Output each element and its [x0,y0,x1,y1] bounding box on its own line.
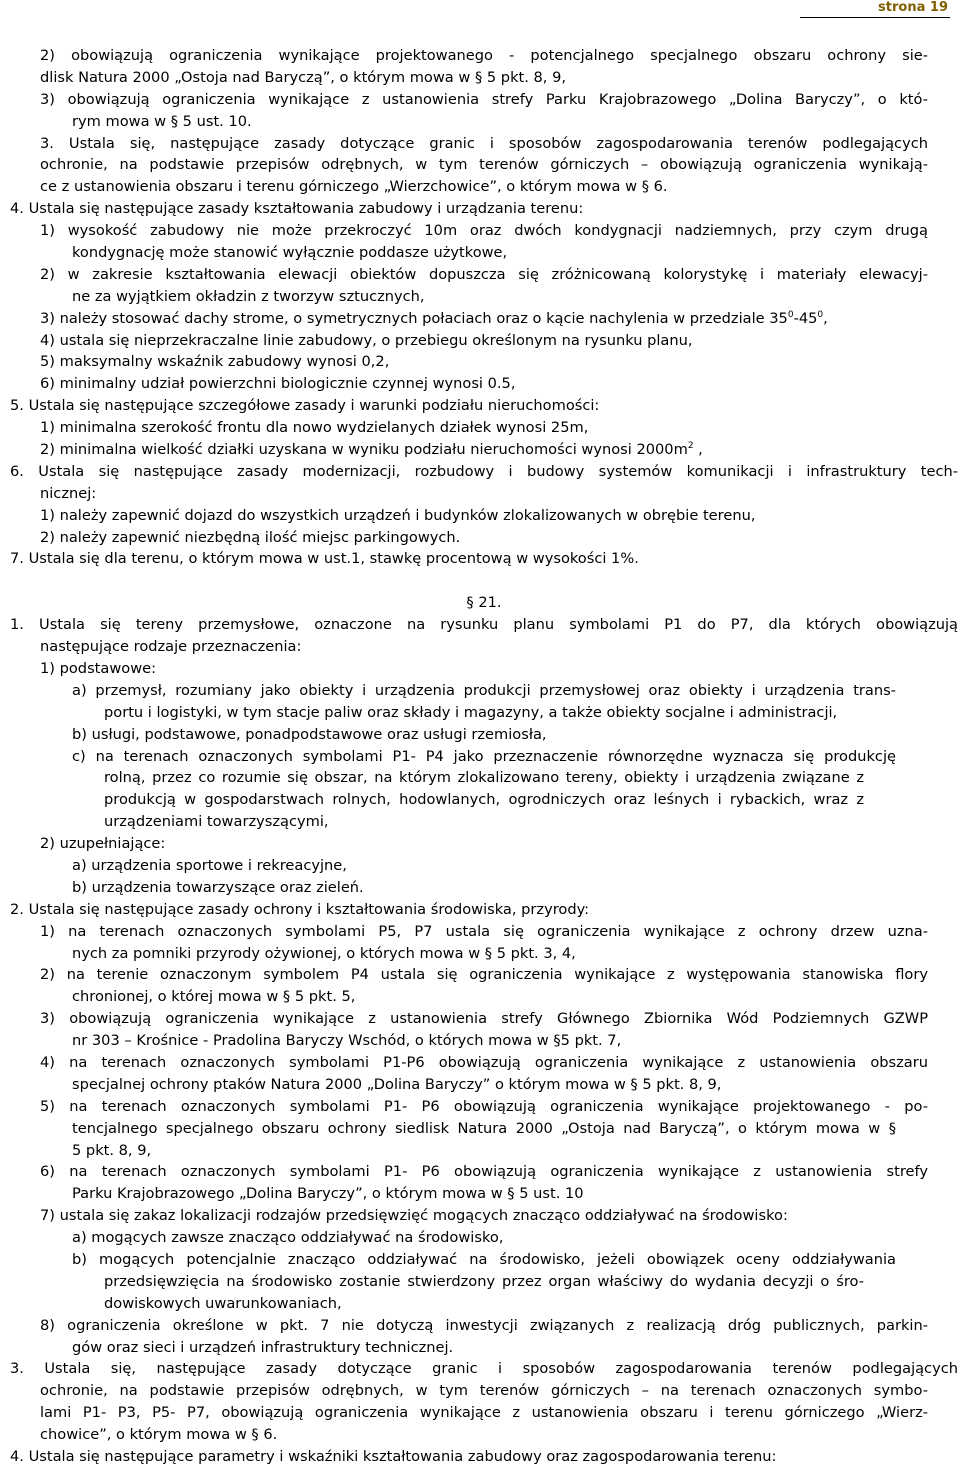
text-line [10,439,928,461]
text-line [10,548,958,570]
line-text: 3) obowiązują ograniczenia wynikające z ustanowienia strefy Parku Krajobrazowego „Dolina Baryczy”, o któ- [40,90,928,108]
line-text: a) mogących zawsze znacząco oddziaływać na środowisko, [72,1229,504,1247]
text-line [10,264,928,286]
text-line [10,899,958,921]
text-line [10,724,896,746]
line-text: 8) ograniczenia określone w pkt. 7 nie dotyczą inwestycji związanych z realizacją dróg publicznych, parkin- [40,1316,928,1334]
line-text: Parku Krajobrazowego „Dolina Baryczy”, o którym mowa w § 5 ust. 10 [72,1185,584,1203]
line-text: 3) obowiązują ograniczenia wynikające z ustanowienia strefy Głównego Zbiornika Wód Podziemnych GZWP [40,1010,928,1028]
line-text: 7) ustala się zakaz lokalizacji rodzajów przedsięwzięć mogących znacząco oddziaływać na środowisko: [40,1207,788,1225]
line-text: 1) należy zapewnić dojazd do wszystkich urządzeń i budynków zlokalizowanych w obrębie terenu, [40,506,756,524]
text-line [10,614,958,636]
text-line [10,1315,928,1337]
line-text: 2) obowiązują ograniczenia wynikające projektowanego - potencjalnego specjalnego obszaru ochrony sie- [40,47,928,64]
line-text: 7. Ustala się dla terenu, o którym mowa w ust.1, stawkę procentową w wysokości 1%. [10,550,639,568]
line-text: 2) uzupełniające: [40,835,166,853]
text-line [10,220,928,242]
line-text: 5) maksymalny wskaźnik zabudowy wynosi 0,2, [40,353,390,371]
text-line [10,417,928,439]
text-line [10,1052,928,1074]
superscript: 2 [687,441,694,452]
text-line [10,921,928,943]
line-text: portu i logistyki, w tym stacje paliw oraz składy i magazyny, a także obiekty socjalne i administracji, [104,703,838,721]
text-line [10,767,864,789]
text-line [10,176,928,198]
text-line [10,1140,896,1162]
line-text: b) urządzenia towarzyszące oraz zieleń. [72,878,364,896]
line-text: kondygnację może stanowić wyłącznie poddasze użytkowe, [72,244,508,262]
line-text: gów oraz sieci i urządzeń infrastruktury technicznej. [72,1338,454,1356]
text-line [10,1446,958,1468]
text-line [10,242,896,264]
line-text: 2) minimalna wielkość działki uzyskana w wyniku podziału nieruchomości wynosi 2000m [40,441,688,459]
line-text: produkcją w gospodarstwach rolnych, hodowlanych, ogrodniczych oraz leśnych i rybackich, wraz z [104,791,864,809]
text-line [10,1380,928,1402]
text-line [10,67,928,89]
text-line [10,1424,928,1446]
line-text: 1. Ustala się tereny przemysłowe, oznaczone na rysunku planu symbolami P1 do P7, dla których obowiązują [10,616,958,634]
line-text: urządzeniami towarzyszącymi, [104,813,329,831]
line-text: 4) na terenach oznaczonych symbolami P1-P6 obowiązują ograniczenia wynikające z ustanowienia obszaru [40,1053,928,1071]
line-text: nr 303 – Krośnice - Pradolina Baryczy Wschód, o których mowa w §5 pkt. 7, [72,1032,622,1050]
text-line [10,1227,896,1249]
header-rule [800,17,950,18]
text-line [10,330,928,352]
superscript: 0 [787,309,794,320]
blank-line [10,570,958,592]
line-text: 1) minimalna szerokość frontu dla nowo wydzielanych działek wynosi 25m, [40,419,589,437]
page-header [0,0,960,20]
text-line [10,877,896,899]
text-line [10,789,864,811]
text-line [10,1293,864,1315]
line-text: 5) na terenach oznaczonych symbolami P1- P6 obowiązują ograniczenia wynikające projektowanego - po- [40,1097,928,1115]
line-text: rolną, przez co rozumie się obszar, na którym zlokalizowano tereny, obiekty i urządzenia związane z [104,769,864,787]
line-text: § 21. [466,594,502,612]
text-line [10,636,928,658]
text-line [10,1337,896,1359]
line-text: 4. Ustala się następujące parametry i wskaźniki kształtowania zabudowy oraz zagospodarowania terenu: [10,1448,777,1465]
line-text: tencjalnego specjalnego obszaru ochrony siedlisk Natura 2000 „Ostoja nad Baryczą”, o którym mowa w § [72,1119,896,1137]
text-line [10,45,928,67]
text-line [10,373,928,395]
line-text: 2) należy zapewnić niezbędną ilość miejsc parkingowych. [40,528,461,546]
section-heading [10,592,958,614]
line-text: -45 [793,309,818,327]
text-line [10,1096,928,1118]
line-text: chronionej, o której mowa w § 5 pkt. 5, [72,988,356,1006]
line-text: nych za pomniki przyrody ożywionej, o których mowa w § 5 pkt. 3, 4, [72,944,576,962]
text-line [10,351,928,373]
line-text: 6) na terenach oznaczonych symbolami P1- P6 obowiązują ograniczenia wynikające z ustanowienia strefy [40,1163,928,1181]
text-line [10,1008,928,1030]
line-text: 3. Ustala się, następujące zasady dotyczące granic i sposobów zagospodarowania terenów podlegających [40,134,928,152]
text-line [10,1358,958,1380]
text-line [10,461,958,483]
text-line [10,1118,896,1140]
line-text: 4. Ustala się następujące zasady kształtowania zabudowy i urządzania terenu: [10,200,584,218]
text-line [10,198,958,220]
line-text: przedsięwzięcia na środowisko zostanie stwierdzony przez organ właściwy do wydania decyzji o śro- [104,1272,864,1290]
line-text: 1) wysokość zabudowy nie może przekroczyć 10m oraz dwóch kondygnacji nadziemnych, przy czym drugą [40,222,928,240]
line-text: 3) należy stosować dachy strome, o symetrycznych połaciach oraz o kącie nachylenia w przedziale 35 [40,309,788,327]
line-text: 2. Ustala się następujące zasady ochrony i kształtowania środowiska, przyrody: [10,900,590,918]
line-text: a) przemysł, rozumiany jako obiekty i urządzenia produkcji przemysłowej oraz obiekty i urządzenia trans- [72,681,896,699]
text-line [10,395,958,417]
line-text: 6. Ustala się następujące zasady modernizacji, rozbudowy i budowy systemów komunikacji i infrastruktury tech- [10,462,958,480]
line-text: 6) minimalny udział powierzchni biologicznie czynnej wynosi 0.5, [40,375,516,393]
text-line [10,943,896,965]
text-line [10,1161,928,1183]
line-text: ochronie, na podstawie przepisów odrębnych, w tym terenów górniczych – na terenach oznaczonych symbo- [40,1382,928,1400]
text-line [10,133,928,155]
line-text: , [823,309,828,327]
text-line [10,658,928,680]
text-line [10,1074,896,1096]
line-text: następujące rodzaje przeznaczenia: [40,638,302,656]
text-line [10,527,928,549]
text-line [10,680,896,702]
text-line [10,89,928,111]
text-line [10,154,928,176]
line-text: 1) podstawowe: [40,659,157,677]
text-line [10,308,928,330]
line-text: nicznej: [40,484,97,502]
document-body [10,45,958,1468]
text-line [10,1183,896,1205]
line-text: ne za wyjątkiem okładzin z tworzyw sztucznych, [72,287,425,305]
line-text: chowice”, o którym mowa w § 6. [40,1426,278,1444]
line-text: 1) na terenach oznaczonych symbolami P5, P7 ustala się ograniczenia wynikające z ochrony drzew uzna- [40,922,928,940]
line-text: specjalnej ochrony ptaków Natura 2000 „Dolina Baryczy” o którym mowa w § 5 pkt. 8, 9, [72,1075,722,1093]
line-text: b) usługi, podstawowe, ponadpodstawowe oraz usługi rzemiosła, [72,725,547,743]
text-line [10,505,928,527]
text-line [10,1205,928,1227]
page-number: strona 19 [878,0,948,15]
text-line [10,811,864,833]
line-text: dowiskowych uwarunkowaniach, [104,1294,342,1312]
line-text: 3. Ustala się, następujące zasady dotyczące granic i sposobów zagospodarowania terenów podlegających [10,1360,958,1378]
line-text: lami P1- P3, P5- P7, obowiązują ograniczenia wynikające z ustanowienia obszaru i terenu górniczego „Wierz- [40,1404,928,1422]
text-line [10,1271,864,1293]
line-text: , [693,441,703,459]
line-text: a) urządzenia sportowe i rekreacyjne, [72,856,347,874]
text-line [10,746,896,768]
text-line [10,702,864,724]
text-line [10,833,928,855]
text-line [10,855,896,877]
line-text: 5 pkt. 8, 9, [72,1141,152,1159]
text-line [10,986,896,1008]
text-line [10,1249,896,1271]
text-line [10,483,928,505]
text-line [10,1402,928,1424]
line-text: ochronie, na podstawie przepisów odrębnych, w tym terenów górniczych – obowiązują ograniczenia wynikają- [40,156,928,174]
line-text: dlisk Natura 2000 „Ostoja nad Baryczą”, o którym mowa w § 5 pkt. 8, 9, [40,68,567,86]
line-text: c) na terenach oznaczonych symbolami P1- P4 jako przeznaczenie równorzędne wyznacza się produkcję [72,747,896,765]
text-line [10,286,896,308]
text-line [10,111,896,133]
line-text: ce z ustanowienia obszaru i terenu górniczego „Wierzchowice”, o którym mowa w § 6. [40,178,668,196]
text-line [10,964,928,986]
line-text: 2) na terenie oznaczonym symbolem P4 ustala się ograniczenia wynikające z występowania stanowiska flory [40,966,928,984]
text-line [10,1030,896,1052]
line-text: b) mogących potencjalnie znacząco oddziaływać na środowisko, jeżeli obowiązek oceny oddziaływania [72,1250,896,1268]
line-text: rym mowa w § 5 ust. 10. [72,112,252,130]
superscript: 0 [817,309,824,320]
line-text: 5. Ustala się następujące szczegółowe zasady i warunki podziału nieruchomości: [10,397,600,415]
line-text: 2) w zakresie kształtowania elewacji obiektów dopuszcza się zróżnicowaną kolorystykę i materiały elewacyj- [40,265,928,283]
line-text: 4) ustala się nieprzekraczalne linie zabudowy, o przebiegu określonym na rysunku planu, [40,331,693,349]
